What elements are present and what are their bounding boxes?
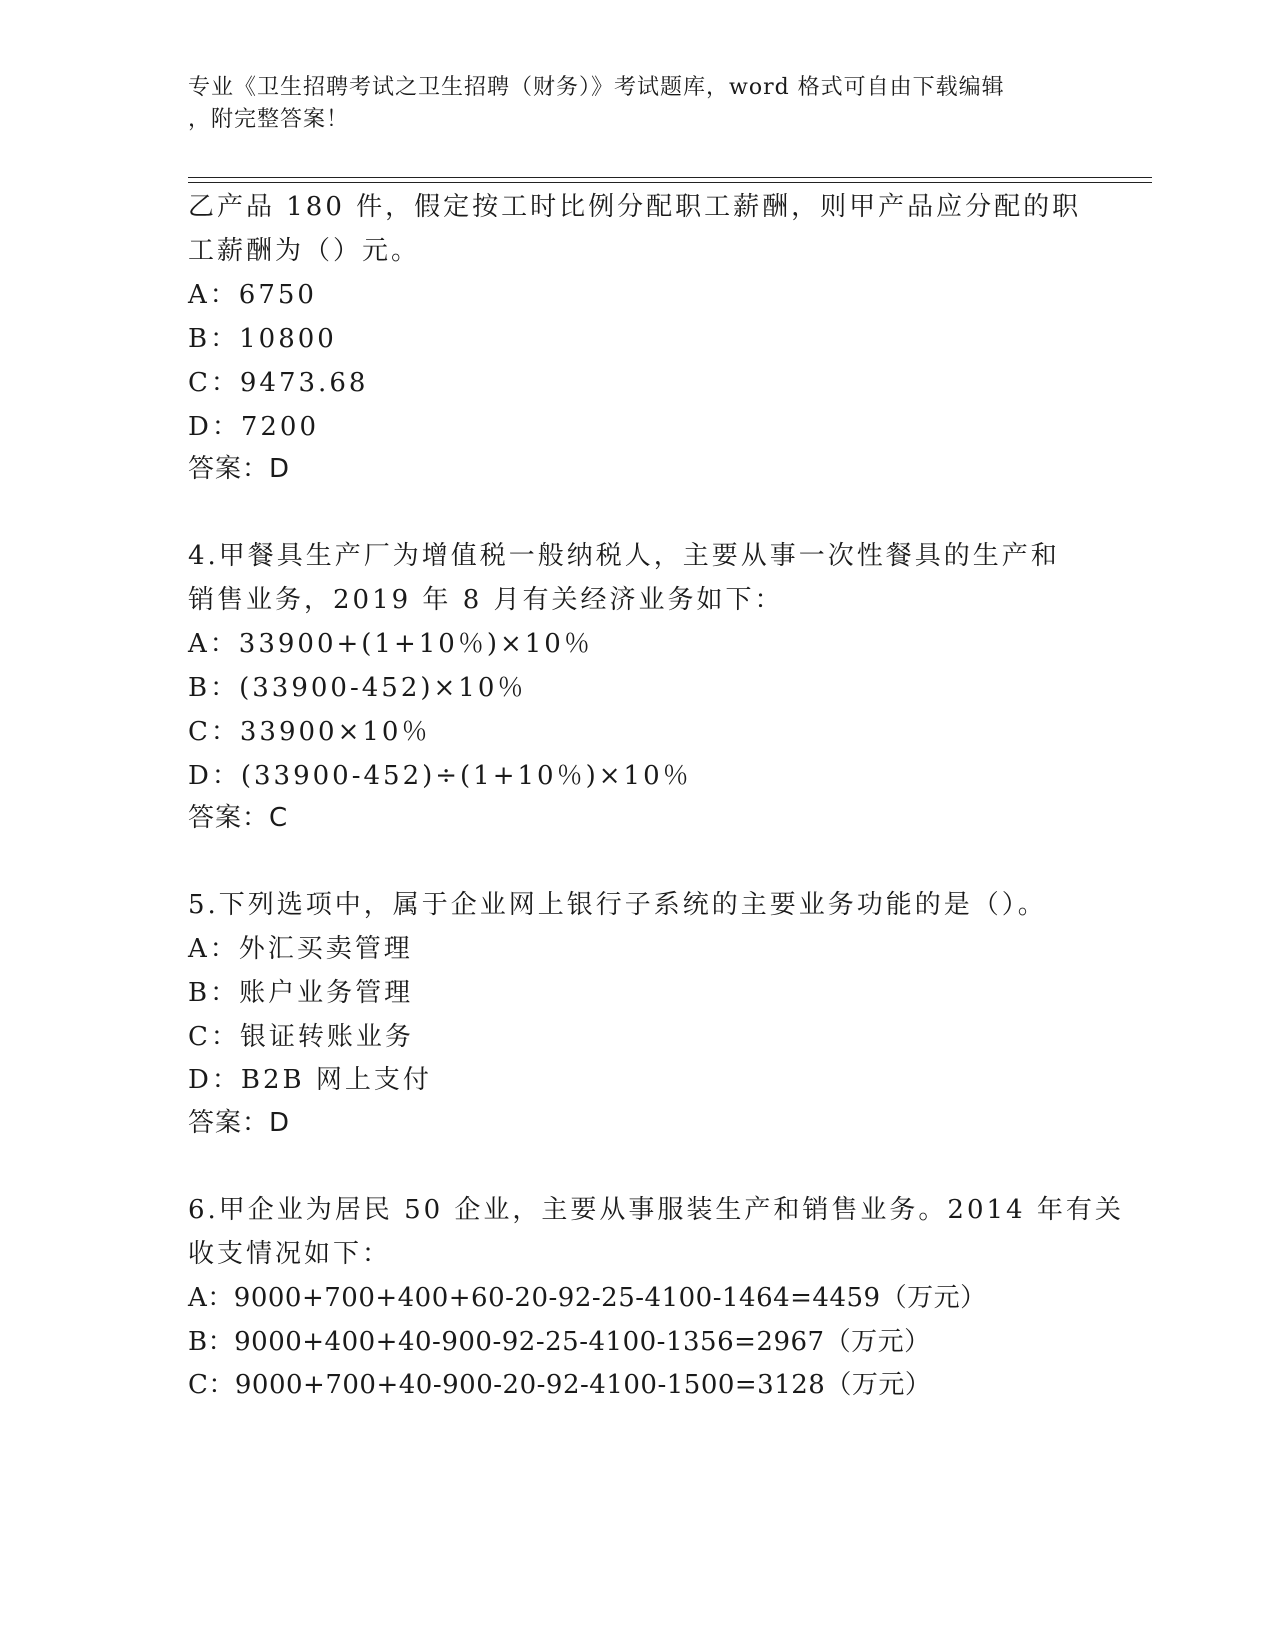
q5-answer: 答案：D	[188, 1108, 291, 1138]
header-line-2: ，附完整答案！	[188, 107, 350, 132]
q5-option-d: D：B2B 网上支付	[188, 1065, 432, 1095]
q4-answer: 答案：C	[188, 803, 289, 833]
q4-option-c: C：33900×10％	[188, 717, 431, 747]
header-line-1: 专业《卫生招聘考试之卫生招聘（财务）》考试题库，word 格式可自由下载编辑	[188, 75, 1005, 100]
q6-option-a: A：9000+700+400+60-20-92-25-4100-1464=4459（万元）	[188, 1283, 987, 1313]
q6-stem-line-2: 收支情况如下：	[188, 1239, 392, 1269]
q4-stem-line-2: 销售业务，2019 年 8 月有关经济业务如下：	[188, 585, 784, 615]
document-header	[188, 72, 1088, 136]
header-divider-bottom	[188, 182, 1152, 183]
q5-option-b: B：账户业务管理	[188, 978, 414, 1008]
q3-stem-line-1: 乙产品 180 件，假定按工时比例分配职工薪酬，则甲产品应分配的职	[188, 192, 1082, 222]
q5-option-a: A：外汇买卖管理	[188, 934, 413, 964]
q6-option-b: B：9000+400+40-900-92-25-4100-1356=2967（万元）	[188, 1327, 931, 1357]
q3-option-a: A：6750	[188, 280, 317, 310]
q5-option-c: C：银证转账业务	[188, 1022, 414, 1052]
q4-option-d: D：(33900-452)÷(1+10％)×10％	[188, 761, 692, 791]
q3-stem-line-2: 工薪酬为（）元。	[188, 236, 421, 266]
q3-option-c: C：9473.68	[188, 368, 369, 398]
q3-answer: 答案：D	[188, 454, 291, 484]
q4-option-b: B：(33900-452)×10％	[188, 673, 527, 703]
q6-stem-line-1: 6.甲企业为居民 50 企业，主要从事服装生产和销售业务。2014 年有关	[188, 1195, 1124, 1225]
q4-option-a: A：33900+(1+10％)×10％	[188, 629, 593, 659]
q6-option-c: C：9000+700+40-900-20-92-4100-1500=3128（万元）	[188, 1370, 932, 1400]
q3-option-d: D：7200	[188, 412, 320, 442]
q5-stem-line-1: 5.下列选项中，属于企业网上银行子系统的主要业务功能的是（）。	[188, 890, 1047, 920]
header-divider-top	[188, 177, 1152, 178]
q4-stem-line-1: 4.甲餐具生产厂为增值税一般纳税人，主要从事一次性餐具的生产和	[188, 541, 1060, 571]
q3-option-b: B：10800	[188, 324, 337, 354]
